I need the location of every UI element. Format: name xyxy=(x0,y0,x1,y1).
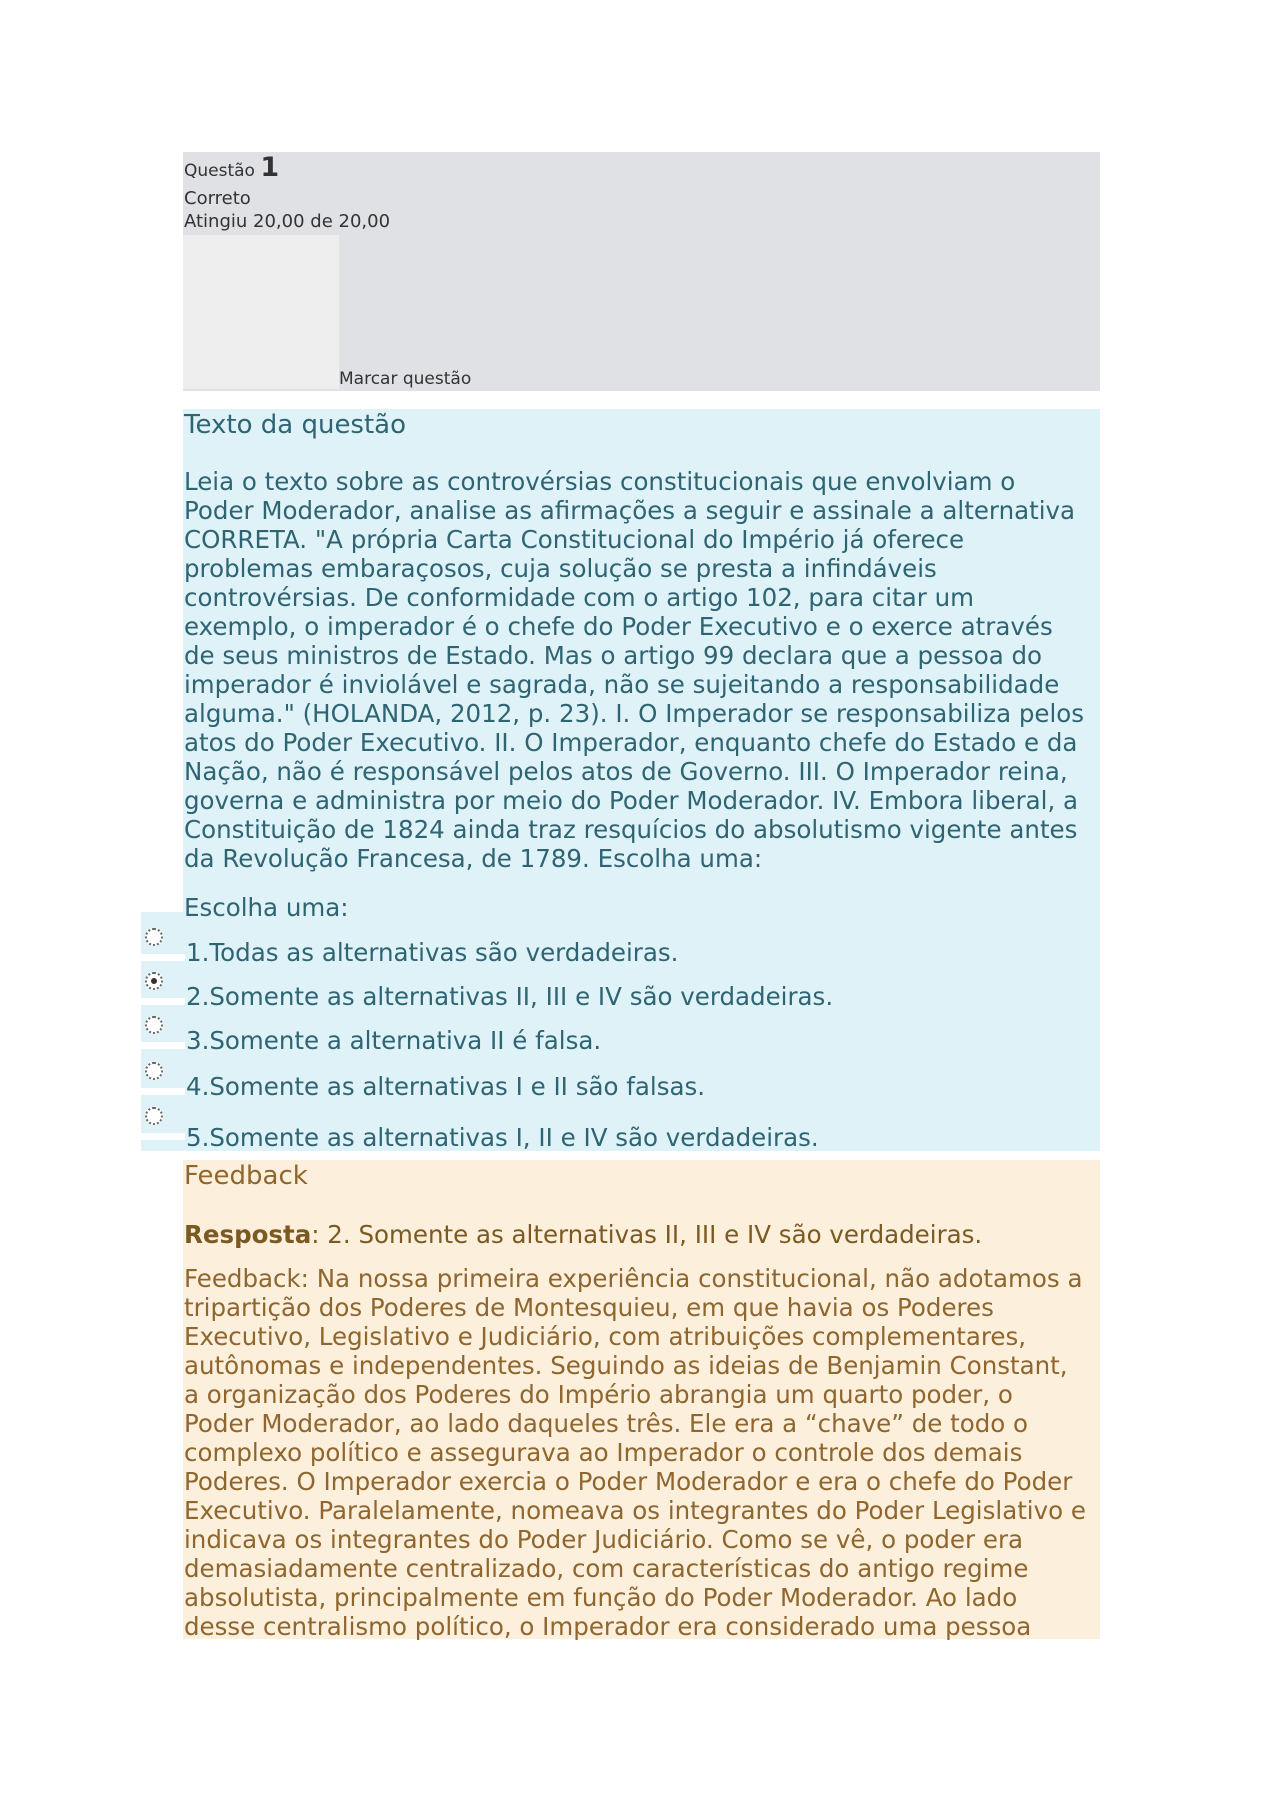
right-answer-text: : 2. Somente as alternativas II, III e IV são verdadeiras. xyxy=(311,1220,983,1249)
answer-option-label[interactable]: 2.Somente as alternativas II, III e IV são verdadeiras. xyxy=(186,982,834,1011)
feedback-heading: Feedback xyxy=(184,1161,308,1191)
answer-option-2[interactable] xyxy=(141,972,1041,1012)
flag-question-link[interactable]: Marcar questão xyxy=(339,369,472,389)
radio-button[interactable] xyxy=(145,928,163,946)
answer-option-1[interactable] xyxy=(141,928,1041,968)
question-state: Correto xyxy=(184,188,251,209)
right-answer-label: Resposta xyxy=(184,1220,312,1249)
right-answer xyxy=(184,1220,982,1250)
answer-option-label[interactable]: 1.Todas as alternativas são verdadeiras. xyxy=(186,938,679,967)
answer-option-label[interactable]: 4.Somente as alternativas I e II são falsas. xyxy=(186,1072,706,1101)
question-text-block xyxy=(183,409,1100,1151)
question-text-body: Leia o texto sobre as controvérsias constitucionais que envolviam o Poder Moderador, analise as afirmações a seguir e assinale a alternativa CORRETA. "A própria Carta Constitucional do Império já oferece problemas embaraçosos, cuja solução se presta a infindáveis controvérsias. De conformidade com o artigo 102, para citar um exemplo, o imperador é o chefe do Poder Executivo e o exerce através de seus ministros de Estado. Mas o artigo 99 declara que a pessoa do imperador é inviolável e sagrada, não se sujeitando a responsabilidade alguma." (HOLANDA, 2012, p. 23). I. O Imperador se responsabiliza pelos atos do Poder Executivo. II. O Imperador, enquanto chefe do Estado e da Nação, não é responsável pelos atos de Governo. III. O Imperador reina, governa e administra por meio do Poder Moderador. IV. Embora liberal, a Constituição de 1824 ainda traz resquícios do absolutismo vigente antes da Revolução Francesa, de 1789. Escolha uma: xyxy=(184,467,1085,873)
radio-button[interactable] xyxy=(145,1062,163,1080)
feedback-body: Feedback: Na nossa primeira experiência constitucional, não adotamos a tripartição dos Poderes de Montesquieu, em que havia os Poderes Executivo, Legislativo e Judiciário, com atribuições complementares, autônomas e independentes. Seguindo as ideias de Benjamin Constant, a organização dos Poderes do Império abrangia um quarto poder, o Poder Moderador, ao lado daqueles três. Ele era a “chave” de todo o complexo político e assegurava ao Imperador o controle dos demais Poderes. O Imperador exercia o Poder Moderador e era o chefe do Poder Executivo. Paralelamente, nomeava os integrantes do Poder Legislativo e indicava os integrantes do Poder Judiciário. Como se vê, o poder era demasiadamente centralizado, com características do antigo regime absolutista, principalmente em função do Poder Moderador. Ao lado desse centralismo político, o Imperador era considerado uma pessoa xyxy=(184,1264,1086,1641)
feedback-block xyxy=(183,1160,1100,1639)
question-number-value: 1 xyxy=(260,152,280,183)
answer-prompt: Escolha uma: xyxy=(184,893,349,922)
radio-button-checked[interactable] xyxy=(145,972,163,990)
answer-option-4[interactable] xyxy=(141,1062,1041,1102)
question-grade: Atingiu 20,00 de 20,00 xyxy=(184,211,391,232)
question-text-heading: Texto da questão xyxy=(184,410,407,440)
answer-option-label[interactable]: 3.Somente a alternativa II é falsa. xyxy=(186,1026,602,1055)
answer-option-5[interactable] xyxy=(141,1107,1041,1152)
question-label: Questão xyxy=(184,161,255,181)
answer-option-label[interactable]: 5.Somente as alternativas I, II e IV são verdadeiras. xyxy=(186,1123,819,1152)
flag-icon[interactable] xyxy=(183,235,339,389)
answer-option-3[interactable] xyxy=(141,1016,1041,1056)
radio-button[interactable] xyxy=(145,1107,163,1125)
radio-button[interactable] xyxy=(145,1016,163,1034)
question-number xyxy=(184,152,280,183)
question-info xyxy=(183,152,1100,391)
